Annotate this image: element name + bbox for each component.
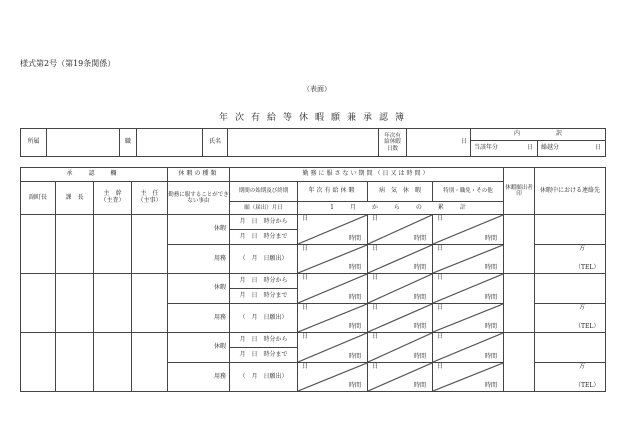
vice-mayor-seal-1[interactable]	[21, 215, 56, 274]
chief-seal-1[interactable]	[94, 215, 132, 274]
contact-header: 休暇中における連絡先	[535, 168, 606, 215]
contact-phone-1[interactable]: 方 （TEL）	[535, 245, 606, 274]
special-leave-total-2[interactable]: 日 時間	[433, 304, 504, 333]
sick-leave-cell-2[interactable]: 日 時間	[368, 274, 433, 304]
leave-type-header: 休暇の種類	[168, 168, 230, 182]
chief-seal-2[interactable]	[94, 274, 132, 333]
supervisor-seal-3[interactable]	[132, 333, 168, 392]
approval-header: 承 認 欄	[21, 168, 168, 182]
leave-type-kyuka-1[interactable]: 休暇	[168, 215, 230, 245]
period-to-2[interactable]: 月 日 時分まで	[230, 289, 298, 304]
section-chief-header: 課 長	[56, 182, 94, 215]
leave-type-yomu-2[interactable]: 用務	[168, 304, 230, 333]
special-leave-header: 特別・職免・その他	[433, 182, 504, 202]
leave-type-kyuka-2[interactable]: 休暇	[168, 274, 230, 304]
name-field[interactable]	[228, 129, 379, 157]
special-leave-cell-1[interactable]: 日 時間	[433, 215, 504, 245]
breakdown-label: 内 訳	[471, 129, 606, 141]
annual-days-field[interactable]: 日	[407, 129, 471, 157]
form-id: 様式第2号（第19条関係）	[20, 59, 116, 68]
annual-paid-total-3[interactable]: 日 時間	[298, 363, 368, 392]
period-from-2[interactable]: 月 日 時分から	[230, 274, 298, 289]
annual-paid-cell-1[interactable]: 日 時間	[298, 215, 368, 245]
reason-header: 勤務に服することができない事由	[168, 182, 230, 215]
applicant-seal-2[interactable]	[504, 274, 535, 333]
side-label: （表面）	[303, 85, 331, 93]
section-chief-seal-2[interactable]	[56, 274, 94, 333]
annual-days-label: 年次有 給休暇 日数	[379, 129, 407, 157]
sick-leave-header: 病 気 休 暇	[368, 182, 433, 202]
chief-seal-3[interactable]	[94, 333, 132, 392]
cumulative-header: 1 月 か ら の 累 計	[298, 202, 504, 215]
contact-name-2[interactable]	[535, 274, 606, 304]
leave-table	[20, 167, 606, 392]
applicant-seal-1[interactable]	[504, 215, 535, 274]
special-leave-total-3[interactable]: 日 時間	[433, 363, 504, 392]
special-leave-cell-3[interactable]: 日 時間	[433, 333, 504, 363]
position-label: 職	[120, 129, 137, 157]
sick-leave-total-3[interactable]: 日 時間	[368, 363, 433, 392]
period-to-1[interactable]: 月 日 時分まで	[230, 230, 298, 245]
page-title: 年次有給等休暇願兼承認簿	[218, 113, 411, 123]
annual-paid-total-2[interactable]: 日 時間	[298, 304, 368, 333]
carryover-field[interactable]: 繰越分 日	[538, 141, 606, 157]
sick-leave-total-2[interactable]: 日 時間	[368, 304, 433, 333]
leave-type-yomu-3[interactable]: 用務	[168, 363, 230, 392]
vice-mayor-header: 副町長	[21, 182, 56, 215]
non-work-period-header: 勤務に服さない期間（日又は時間）	[230, 168, 504, 182]
applicant-seal-header: 休暇願出者印	[504, 168, 535, 215]
annual-paid-total-1[interactable]: 日 時間	[298, 245, 368, 274]
period-from-3[interactable]: 月 日 時分から	[230, 333, 298, 348]
dept-label: 所属	[21, 129, 47, 157]
filed-date-2[interactable]: （ 月 日願出）	[230, 304, 298, 333]
section-chief-seal-1[interactable]	[56, 215, 94, 274]
annual-paid-cell-3[interactable]: 日 時間	[298, 333, 368, 363]
sick-leave-total-1[interactable]: 日 時間	[368, 245, 433, 274]
name-label: 氏名	[203, 129, 228, 157]
annual-paid-header: 年次有給休暇	[298, 182, 368, 202]
filed-date-1[interactable]: （ 月 日願出）	[230, 245, 298, 274]
contact-name-1[interactable]	[535, 215, 606, 245]
current-year-field[interactable]: 当該年分 日	[471, 141, 538, 157]
supervisor-seal-1[interactable]	[132, 215, 168, 274]
leave-type-kyuka-3[interactable]: 休暇	[168, 333, 230, 363]
applicant-seal-3[interactable]	[504, 333, 535, 392]
contact-name-3[interactable]	[535, 333, 606, 363]
special-leave-total-1[interactable]: 日 時間	[433, 245, 504, 274]
period-from-1[interactable]: 月 日 時分から	[230, 215, 298, 230]
position-field[interactable]	[137, 129, 203, 157]
leave-type-yomu-1[interactable]: 用務	[168, 245, 230, 274]
vice-mayor-seal-2[interactable]	[21, 274, 56, 333]
vice-mayor-seal-3[interactable]	[21, 333, 56, 392]
supervisor-header: 主 任 （主事）	[132, 182, 168, 215]
special-leave-cell-2[interactable]: 日 時間	[433, 274, 504, 304]
filed-date-3[interactable]: （ 月 日願出）	[230, 363, 298, 392]
section-chief-seal-3[interactable]	[56, 333, 94, 392]
sick-leave-cell-3[interactable]: 日 時間	[368, 333, 433, 363]
dept-field[interactable]	[47, 129, 120, 157]
annual-paid-cell-2[interactable]: 日 時間	[298, 274, 368, 304]
period-to-3[interactable]: 月 日 時分まで	[230, 348, 298, 363]
contact-phone-2[interactable]: 方 （TEL）	[535, 304, 606, 333]
contact-phone-3[interactable]: 方 （TEL）	[535, 363, 606, 392]
chief-header: 主 幹 （主査）	[94, 182, 132, 215]
supervisor-seal-2[interactable]	[132, 274, 168, 333]
date-header: 願（届出）月日	[230, 202, 298, 215]
period-header: 期間の始期及び終期	[230, 182, 298, 202]
sick-leave-cell-1[interactable]: 日 時間	[368, 215, 433, 245]
info-table	[20, 128, 606, 157]
